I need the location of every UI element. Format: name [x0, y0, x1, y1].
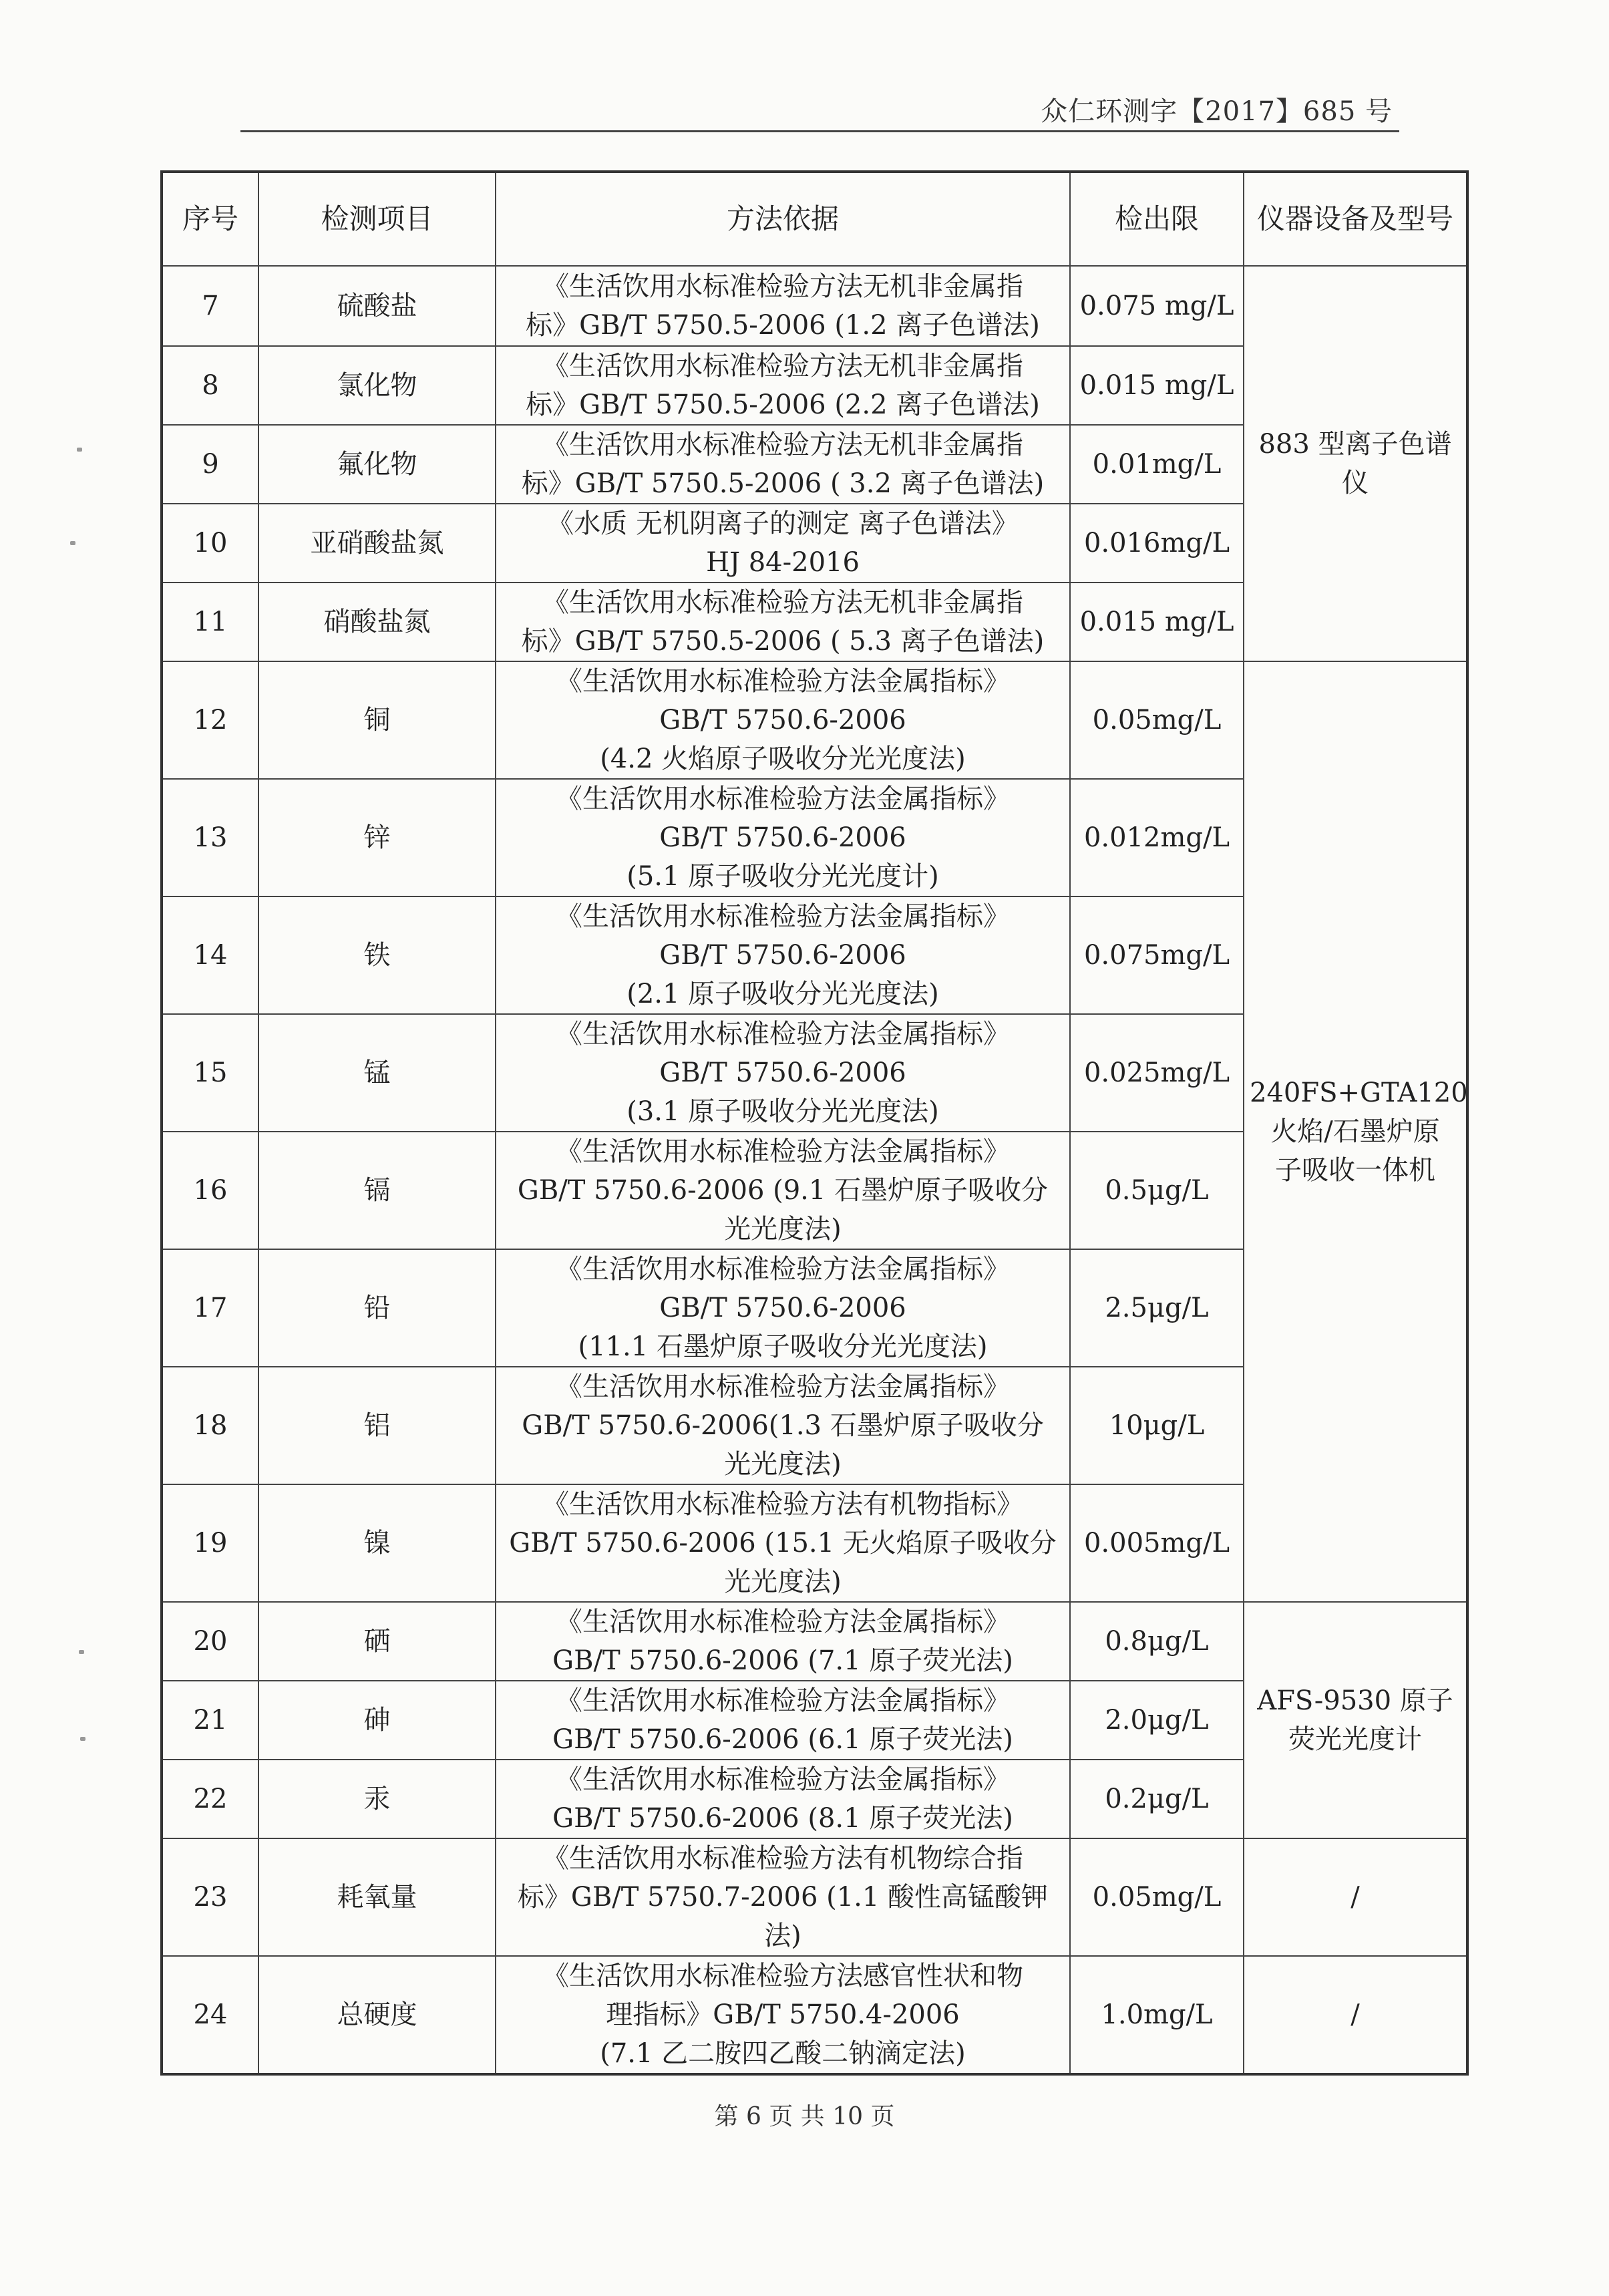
cell-no: 17 — [162, 1249, 258, 1367]
scan-speck — [79, 1650, 84, 1654]
page-number: 第 6 页 共 10 页 — [714, 2103, 895, 2130]
report-header — [240, 77, 1399, 132]
cell-item: 锌 — [258, 779, 496, 896]
method-line: (4.2 火焰原子吸收分光光度法) — [600, 744, 966, 774]
cell-limit: 0.05mg/L — [1070, 661, 1244, 779]
instrument-line: 荧光光度计 — [1288, 1724, 1422, 1755]
method-line: (2.1 原子吸收分光光度法) — [627, 979, 939, 1009]
method-line: 《生活饮用水标准检验方法金属指标》 — [556, 1254, 1010, 1285]
cell-item: 汞 — [258, 1760, 496, 1838]
method-line: 《生活饮用水标准检验方法金属指标》 — [556, 1019, 1010, 1049]
cell-limit: 2.0μg/L — [1070, 1681, 1244, 1760]
cell-no: 22 — [162, 1760, 258, 1838]
method-line: 《生活饮用水标准检验方法金属指标》 — [556, 1607, 1010, 1637]
cell-method — [496, 1484, 1070, 1602]
instrument-line: AFS-9530 原子 — [1257, 1685, 1453, 1716]
cell-method — [496, 266, 1070, 346]
cell-item: 硒 — [258, 1602, 496, 1681]
cell-method — [496, 1014, 1070, 1132]
method-line: (7.1 乙二胺四乙酸二钠滴定法) — [600, 2038, 966, 2069]
cell-item: 铝 — [258, 1367, 496, 1484]
cell-item: 氯化物 — [258, 346, 496, 425]
cell-no: 16 — [162, 1132, 258, 1249]
cell-no: 7 — [162, 266, 258, 346]
method-line: 《生活饮用水标准检验方法有机物综合指 — [542, 1843, 1023, 1874]
cell-no: 24 — [162, 1956, 258, 2074]
method-line: 标》GB/T 5750.7-2006 (1.1 酸性高锰酸钾 — [517, 1882, 1049, 1913]
cell-item: 耗氧量 — [258, 1838, 496, 1956]
method-line: 光光度法) — [724, 1214, 842, 1245]
method-line: 《生活饮用水标准检验方法无机非金属指 — [542, 351, 1023, 381]
instrument-line: 883 型离子色谱 — [1258, 429, 1452, 460]
table-row — [162, 1602, 1467, 1681]
cell-item: 锰 — [258, 1014, 496, 1132]
method-line: 标》GB/T 5750.5-2006 (1.2 离子色谱法) — [526, 310, 1040, 341]
method-line: 《生活饮用水标准检验方法金属指标》 — [556, 1136, 1010, 1167]
method-line: 标》GB/T 5750.5-2006 (2.2 离子色谱法) — [526, 389, 1040, 420]
cell-no: 20 — [162, 1602, 258, 1681]
cell-method — [496, 661, 1070, 779]
table-row — [162, 1838, 1467, 1956]
cell-limit: 1.0mg/L — [1070, 1956, 1244, 2074]
column-header-limit: 检出限 — [1070, 172, 1244, 266]
method-line: GB/T 5750.6-2006 (8.1 原子荧光法) — [552, 1803, 1013, 1834]
cell-no: 10 — [162, 504, 258, 583]
method-line: 光光度法) — [724, 1449, 842, 1480]
method-line: GB/T 5750.6-2006 (6.1 原子荧光法) — [552, 1724, 1013, 1755]
cell-instrument — [1244, 266, 1467, 661]
cell-item: 铅 — [258, 1249, 496, 1367]
method-line: GB/T 5750.6-2006 (15.1 无火焰原子吸收分 — [509, 1528, 1057, 1559]
cell-item: 氟化物 — [258, 425, 496, 504]
cell-item: 铜 — [258, 661, 496, 779]
cell-method — [496, 1367, 1070, 1484]
cell-method — [496, 1249, 1070, 1367]
method-line: 《生活饮用水标准检验方法感官性状和物 — [542, 1961, 1023, 1991]
column-header-item: 检测项目 — [258, 172, 496, 266]
cell-no: 15 — [162, 1014, 258, 1132]
cell-method — [496, 504, 1070, 583]
report-number: 众仁环测字【2017】685 号 — [1041, 96, 1393, 127]
cell-limit: 0.015 mg/L — [1070, 583, 1244, 661]
cell-item: 亚硝酸盐氮 — [258, 504, 496, 583]
cell-method — [496, 583, 1070, 661]
method-line: 《生活饮用水标准检验方法金属指标》 — [556, 666, 1010, 697]
cell-limit: 0.05mg/L — [1070, 1838, 1244, 1956]
method-line: GB/T 5750.6-2006 — [659, 1293, 906, 1323]
scan-speck — [70, 541, 75, 545]
cell-no: 21 — [162, 1681, 258, 1760]
cell-instrument — [1244, 1838, 1467, 1956]
cell-limit: 10μg/L — [1070, 1367, 1244, 1484]
cell-method — [496, 1760, 1070, 1838]
instrument-line: / — [1351, 1999, 1360, 2030]
cell-instrument — [1244, 1956, 1467, 2074]
table-row — [162, 266, 1467, 346]
cell-item: 硝酸盐氮 — [258, 583, 496, 661]
method-line: 《生活饮用水标准检验方法金属指标》 — [556, 1685, 1010, 1716]
instrument-line: / — [1351, 1882, 1360, 1913]
method-line: 法) — [764, 1921, 801, 1951]
method-line: 标》GB/T 5750.5-2006 ( 5.3 离子色谱法) — [521, 626, 1045, 657]
cell-method — [496, 896, 1070, 1014]
cell-no: 14 — [162, 896, 258, 1014]
cell-limit: 0.075mg/L — [1070, 896, 1244, 1014]
cell-no: 23 — [162, 1838, 258, 1956]
instrument-line: 子吸收一体机 — [1275, 1155, 1435, 1186]
method-line: GB/T 5750.6-2006 — [659, 1057, 906, 1088]
method-line: 《生活饮用水标准检验方法金属指标》 — [556, 901, 1010, 932]
cell-method — [496, 1838, 1070, 1956]
cell-no: 9 — [162, 425, 258, 504]
cell-limit: 0.016mg/L — [1070, 504, 1244, 583]
cell-item: 总硬度 — [258, 1956, 496, 2074]
cell-limit: 0.2μg/L — [1070, 1760, 1244, 1838]
method-line: 《生活饮用水标准检验方法无机非金属指 — [542, 587, 1023, 618]
cell-no: 13 — [162, 779, 258, 896]
cell-limit: 0.01mg/L — [1070, 425, 1244, 504]
cell-method — [496, 1132, 1070, 1249]
cell-no: 11 — [162, 583, 258, 661]
method-line: 理指标》GB/T 5750.4-2006 — [606, 1999, 960, 2030]
method-line: 《生活饮用水标准检验方法金属指标》 — [556, 784, 1010, 814]
method-line: (11.1 石墨炉原子吸收分光光度法) — [578, 1331, 988, 1362]
instrument-line: 火焰/石墨炉原 — [1270, 1116, 1440, 1147]
method-line: 《生活饮用水标准检验方法无机非金属指 — [542, 430, 1023, 460]
cell-limit: 0.075 mg/L — [1070, 266, 1244, 346]
cell-no: 18 — [162, 1367, 258, 1484]
instrument-line: 240FS+GTA120 — [1250, 1078, 1468, 1108]
method-line: 《水质 无机阴离子的测定 离子色谱法》 — [547, 508, 1019, 539]
cell-no: 8 — [162, 346, 258, 425]
cell-limit: 0.015 mg/L — [1070, 346, 1244, 425]
method-line: (3.1 原子吸收分光光度法) — [627, 1096, 939, 1127]
cell-no: 19 — [162, 1484, 258, 1602]
method-line: 《生活饮用水标准检验方法无机非金属指 — [542, 271, 1023, 302]
scan-speck — [77, 448, 82, 452]
scan-speck — [80, 1737, 85, 1741]
cell-limit: 0.012mg/L — [1070, 779, 1244, 896]
method-line: GB/T 5750.6-2006 (9.1 石墨炉原子吸收分 — [517, 1175, 1049, 1206]
cell-method — [496, 779, 1070, 896]
cell-limit: 2.5μg/L — [1070, 1249, 1244, 1367]
cell-instrument — [1244, 661, 1467, 1602]
method-line: GB/T 5750.6-2006 (7.1 原子荧光法) — [552, 1645, 1013, 1676]
cell-item: 铁 — [258, 896, 496, 1014]
method-line: 《生活饮用水标准检验方法金属指标》 — [556, 1764, 1010, 1795]
method-line: GB/T 5750.6-2006 — [659, 705, 906, 735]
method-line: 《生活饮用水标准检验方法金属指标》 — [556, 1371, 1010, 1402]
cell-item: 硫酸盐 — [258, 266, 496, 346]
method-line: 标》GB/T 5750.5-2006 ( 3.2 离子色谱法) — [521, 468, 1045, 499]
method-line: 《生活饮用水标准检验方法有机物指标》 — [542, 1489, 1023, 1520]
column-header-no: 序号 — [162, 172, 258, 266]
method-line: HJ 84-2016 — [706, 547, 860, 578]
cell-limit: 0.5μg/L — [1070, 1132, 1244, 1249]
method-line: GB/T 5750.6-2006 — [659, 940, 906, 971]
cell-item: 砷 — [258, 1681, 496, 1760]
cell-no: 12 — [162, 661, 258, 779]
test-results-table — [160, 170, 1469, 2076]
cell-method — [496, 346, 1070, 425]
method-line: GB/T 5750.6-2006 — [659, 822, 906, 853]
cell-method — [496, 1681, 1070, 1760]
method-line: 光光度法) — [724, 1567, 842, 1597]
column-header-instrument: 仪器设备及型号 — [1244, 172, 1467, 266]
table-header-row — [162, 172, 1467, 266]
page-footer — [0, 2098, 1609, 2132]
cell-method — [496, 1956, 1070, 2074]
cell-item: 镉 — [258, 1132, 496, 1249]
cell-limit: 0.005mg/L — [1070, 1484, 1244, 1602]
cell-method — [496, 425, 1070, 504]
method-line: GB/T 5750.6-2006(1.3 石墨炉原子吸收分 — [522, 1410, 1044, 1441]
table-body — [162, 266, 1467, 2074]
column-header-method: 方法依据 — [496, 172, 1070, 266]
table-row — [162, 1956, 1467, 2074]
cell-limit: 0.025mg/L — [1070, 1014, 1244, 1132]
cell-limit: 0.8μg/L — [1070, 1602, 1244, 1681]
method-line: (5.1 原子吸收分光光度计) — [627, 861, 939, 892]
table-row — [162, 661, 1467, 779]
instrument-line: 仪 — [1342, 468, 1369, 498]
cell-method — [496, 1602, 1070, 1681]
cell-item: 镍 — [258, 1484, 496, 1602]
cell-instrument — [1244, 1602, 1467, 1838]
